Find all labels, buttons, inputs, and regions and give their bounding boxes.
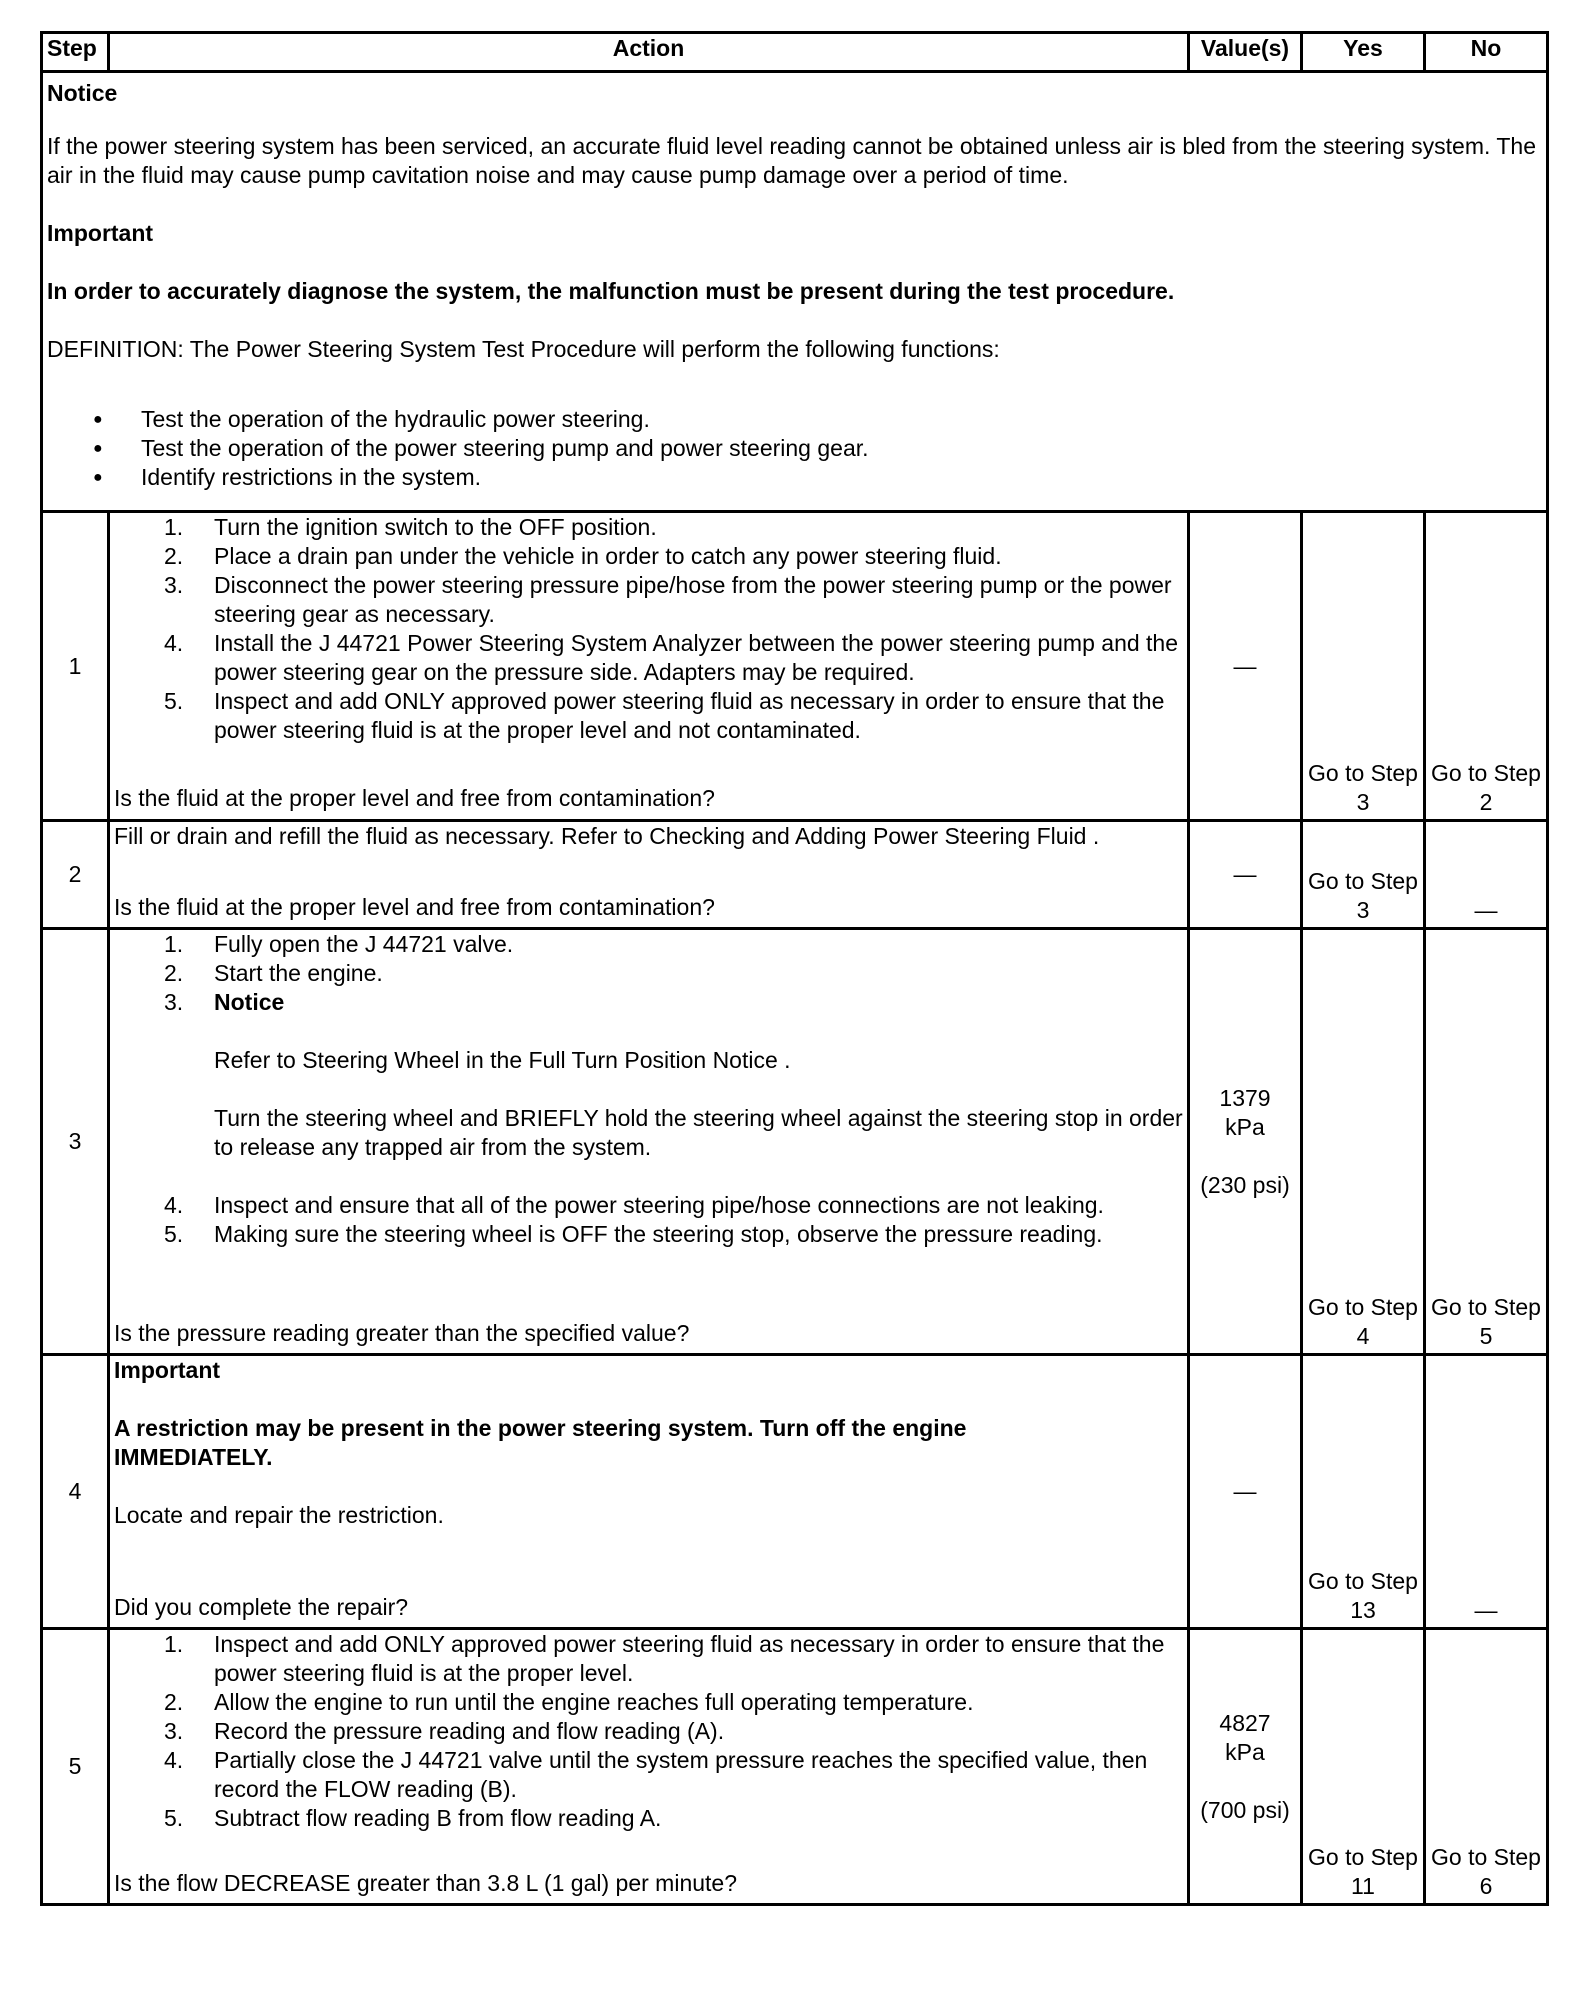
list-item: 5. Subtract flow reading B from flow reading A. [164,1805,662,1831]
action-list [114,1191,1183,1249]
yes-link[interactable]: Go to Step 3 [1302,512,1425,821]
yes-link[interactable]: Go to Step 13 [1302,1355,1425,1629]
list-item: 2. Allow the engine to run until the engine reaches full operating temperature. [164,1689,974,1715]
important-text: A restriction may be present in the power steering system. Turn off the engine IMMEDIATELY. [114,1415,967,1470]
step-number: 4 [42,1355,109,1629]
list-item: 1. Fully open the J 44721 valve. [164,931,514,957]
step-row-3 [42,929,1548,1355]
header-no: No [1425,33,1548,72]
list-item: 3. Notice [164,989,285,1015]
list-item: ● Identify restrictions in the system. [141,463,1542,492]
step-action [109,1629,1189,1905]
step-question: Did you complete the repair? [114,1594,409,1620]
notice-reference: Refer to Steering Wheel in the Full Turn Position Notice . [214,1047,791,1073]
step-action [109,929,1189,1355]
step-row-4 [42,1355,1548,1629]
step-question: Is the fluid at the proper level and free from contamination? [114,894,715,920]
notice-title: Notice [214,989,285,1015]
step-row-5 [42,1629,1548,1905]
yes-link[interactable]: Go to Step 11 [1302,1629,1425,1905]
definition-text: DEFINITION: The Power Steering System Test Procedure will perform the following functions: [47,336,1000,362]
important-title: Important [47,220,154,246]
important-title: Important [114,1357,221,1383]
yes-link[interactable]: Go to Step 4 [1302,929,1425,1355]
no-link[interactable]: Go to Step 5 [1425,929,1548,1355]
header-yes: Yes [1302,33,1425,72]
step-value: — [1189,821,1302,929]
step-value: — [1189,512,1302,821]
step-row-1 [42,512,1548,821]
step-question: Is the fluid at the proper level and free from contamination? [114,785,715,811]
list-item: 2. Place a drain pan under the vehicle in order to catch any power steering fluid. [164,543,1002,569]
step-action [109,1355,1189,1629]
step-value: 1379 kPa (230 psi) [1189,929,1302,1355]
header-values: Value(s) [1189,33,1302,72]
no-link[interactable]: — [1425,1355,1548,1629]
list-item: 5. Inspect and add ONLY approved power steering fluid as necessary in order to ensure that the power steering fluid is at the proper level and not contaminated. [164,688,1165,743]
yes-link[interactable]: Go to Step 3 [1302,821,1425,929]
step-text: Fill or drain and refill the fluid as necessary. Refer to Checking and Adding Power Steering Fluid . [114,823,1100,849]
list-item: 1. Turn the ignition switch to the OFF position. [164,514,657,540]
step-text: Turn the steering wheel and BRIEFLY hold the steering wheel against the steering stop in order to release any trapped air from the system. [214,1105,1183,1160]
step-number: 3 [42,929,109,1355]
step-number: 1 [42,512,109,821]
notice-title: Notice [47,80,118,106]
list-item: 5. Making sure the steering wheel is OFF the steering stop, observe the pressure reading. [164,1221,1103,1247]
action-list [114,513,1183,745]
list-item: 4. Install the J 44721 Power Steering System Analyzer between the power steering pump and the power steering gear on the pressure side. Adapters may be required. [164,630,1179,685]
list-item: 4. Partially close the J 44721 valve until the system pressure reaches the specified value, then record the FLOW reading (B). [164,1747,1148,1802]
header-row [42,33,1548,72]
step-action [109,512,1189,821]
no-link[interactable]: Go to Step 6 [1425,1629,1548,1905]
list-item: 2. Start the engine. [164,960,383,986]
step-text: Locate and repair the restriction. [114,1502,444,1528]
action-list [114,930,1183,1017]
list-item: ● Test the operation of the hydraulic power steering. [141,405,1542,434]
header-action: Action [109,33,1189,72]
no-link[interactable]: — [1425,821,1548,929]
function-list [47,405,1542,492]
intro-row [42,72,1548,512]
intro-cell [42,72,1548,512]
step-value: — [1189,1355,1302,1629]
list-item: ● Test the operation of the power steering pump and power steering gear. [141,434,1542,463]
no-link[interactable]: Go to Step 2 [1425,512,1548,821]
step-number: 5 [42,1629,109,1905]
step-number: 2 [42,821,109,929]
step-value: 4827 kPa (700 psi) [1189,1629,1302,1905]
list-item: 4. Inspect and ensure that all of the power steering pipe/hose connections are not leaking. [164,1192,1104,1218]
step-question: Is the pressure reading greater than the specified value? [114,1320,690,1346]
list-item: 3. Disconnect the power steering pressure pipe/hose from the power steering pump or the power steering gear as necessary. [164,572,1172,627]
step-action [109,821,1189,929]
notice-text: If the power steering system has been serviced, an accurate fluid level reading cannot be obtained unless air is bled from the steering system. The air in the fluid may cause pump cavitation noise and may cause pump damage over a period of time. [47,133,1537,188]
important-text: In order to accurately diagnose the system, the malfunction must be present during the test procedure. [47,278,1175,304]
list-item: 1. Inspect and add ONLY approved power steering fluid as necessary in order to ensure that the power steering fluid is at the proper level. [164,1631,1165,1686]
step-question: Is the flow DECREASE greater than 3.8 L (1 gal) per minute? [114,1870,738,1896]
step-row-2 [42,821,1548,929]
header-step: Step [42,33,109,72]
diagnostic-table [40,31,1549,1906]
list-item: 3. Record the pressure reading and flow reading (A). [164,1718,725,1744]
action-list [114,1630,1183,1833]
